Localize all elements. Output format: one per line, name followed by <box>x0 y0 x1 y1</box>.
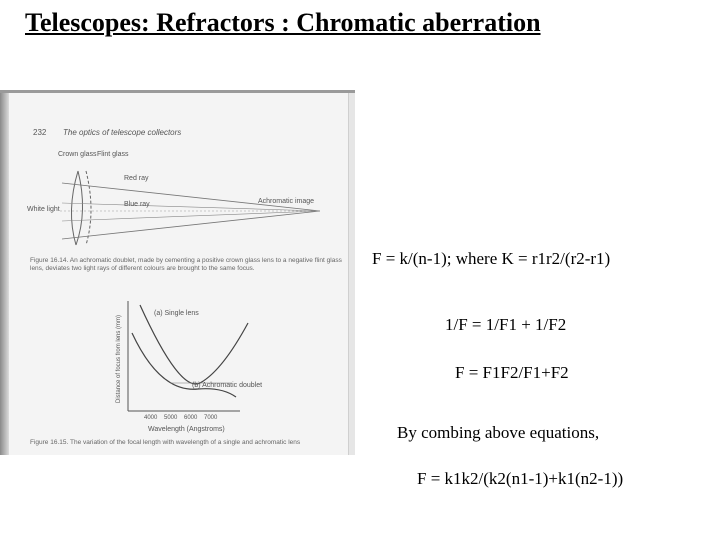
figure-page-number: 232 <box>33 128 47 137</box>
red-ray-bottom <box>62 211 320 239</box>
figure-drawing <box>0 93 355 455</box>
tick-3: 6000 <box>184 415 198 421</box>
label-blue-ray: Blue ray <box>124 201 150 208</box>
blue-ray-bottom <box>62 211 320 221</box>
equation-4: By combing above equations, <box>397 423 600 442</box>
figure-header: The optics of telescope collectors <box>63 128 182 137</box>
crown-lens-right <box>76 171 83 245</box>
lens-diagram <box>27 151 320 245</box>
equation-2: 1/F = 1/F1 + 1/F2 <box>445 315 567 334</box>
slide-title: Telescopes: Refractors : Chromatic aberration <box>25 8 541 37</box>
graph-ylabel: Distance of focus from lens (mm) <box>116 314 122 403</box>
tick-4: 7000 <box>204 415 218 421</box>
graph-xlabel: Wavelength (Angstroms) <box>148 426 225 433</box>
caption-1: Figure 16.14. An achromatic doublet, made by cementing a positive crown glass lens to a negative flint glass lens, deviates two light rays of different colours are brought to the same focus. <box>30 257 342 273</box>
label-crown-glass: Crown glass <box>58 151 97 158</box>
scanned-figure <box>0 90 355 455</box>
equation-5: F = k1k2/(k2(n1-1)+k1(n2-1)) <box>417 469 624 488</box>
label-flint-glass: Flint glass <box>97 151 129 158</box>
label-white-light: White light <box>27 206 60 213</box>
crown-lens-left <box>71 171 78 245</box>
caption-2-box <box>30 439 348 455</box>
flint-lens <box>86 171 91 245</box>
tick-1: 4000 <box>144 415 158 421</box>
caption-1-box <box>30 257 348 295</box>
focal-length-graph <box>116 301 262 433</box>
curve2-label: (b) Achromatic doublet <box>192 382 263 389</box>
label-red-ray: Red ray <box>124 175 149 182</box>
label-achromatic-image: Achromatic image <box>258 198 315 205</box>
equation-1: F = k/(n-1); where K = r1r2/(r2-r1) <box>372 249 611 268</box>
curve1-label: (a) Single lens <box>154 310 199 317</box>
equation-3: F = F1F2/F1+F2 <box>455 363 569 382</box>
tick-2: 5000 <box>164 415 178 421</box>
caption-2: Figure 16.15. The variation of the focal length with wavelength of a single and achromatic lens <box>30 439 301 446</box>
